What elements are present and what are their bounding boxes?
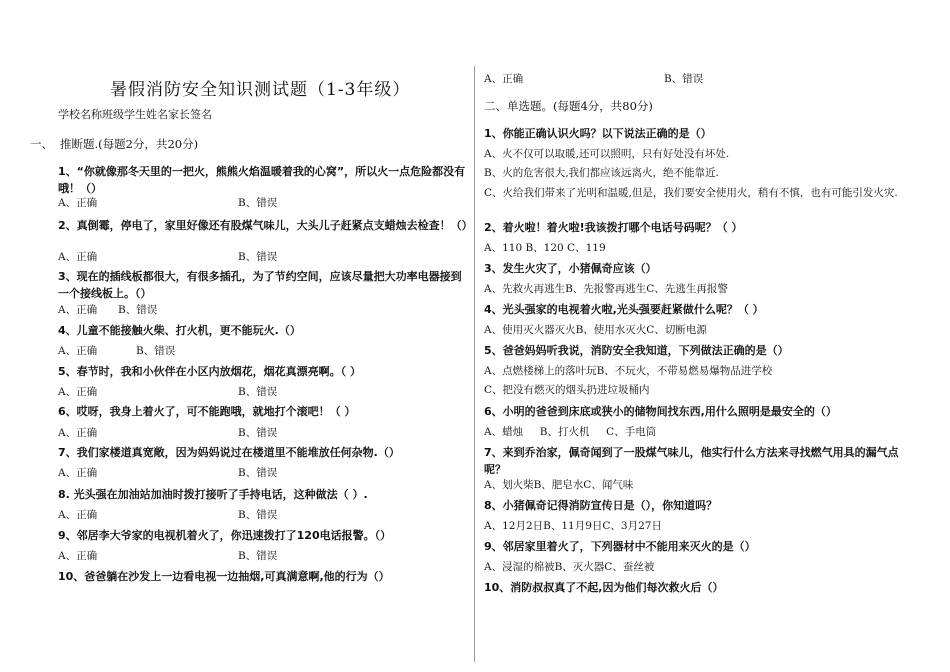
right-q9: 9、邻居家里着火了，下列器材中不能用来灭火的是（） <box>484 540 756 553</box>
left-q9: 9、邻居李大爷家的电视机着火了，你迅速拨打了120电话报警。（） <box>58 529 392 542</box>
right-q7-options: A、划火柴B、肥皂水C、闻气味 <box>484 479 634 491</box>
right-q5: 5、爸爸妈妈听我说，消防安全我知道，下列做法正确的是（） <box>484 344 789 357</box>
right-q6: 6、小明的爸爸到床底或狭小的储物间找东西,用什么照明是最安全的（） <box>484 405 837 418</box>
left-q7-option-a: A、正确 <box>58 467 98 479</box>
page-title: 暑假消防安全知识测试题（1-3年级） <box>110 80 411 100</box>
right-q10: 10、消防叔叔真了不起,因为他们每次救火后（） <box>484 581 724 594</box>
right-q2: 2、着火啦！着火啦!我该拨打哪个电话号码呢？（ ） <box>484 221 743 234</box>
right-top-option-a: A、正确 <box>484 73 524 85</box>
left-q6: 6、哎呀，我身上着火了，可不能跑哦，就地打个滚吧！（ ） <box>58 405 356 418</box>
left-q9-option-a: A、正确 <box>58 550 98 562</box>
left-q4-option-a: A、正确 <box>58 345 98 357</box>
right-q6-options: A、蜡烛 B、打火机 C、手电筒 <box>484 426 657 438</box>
left-q5-option-b: B、错误 <box>238 386 278 398</box>
right-q5-option-c: C、把没有燃灭的烟头扔进垃圾桶内 <box>484 384 650 396</box>
left-q6-option-b: B、错误 <box>238 427 278 439</box>
left-q2: 2、真倒霉，停电了，家里好像还有股煤气味儿，大头儿子赶紧点支蜡烛去检查！（） <box>58 219 473 232</box>
right-q1-option-a: A、火不仅可以取暖,还可以照明，只有好处没有坏处. <box>484 148 730 160</box>
right-q1-option-c: C、火给我们带来了光明和温暖,但是，我们要安全使用火，稍有不慎，也有可能引发火灾. <box>484 187 898 199</box>
right-q1: 1、你能正确认识火吗？以下说法正确的是（） <box>484 127 712 140</box>
right-q8: 8、小猪佩奇记得消防宣传日是（），你知道吗？ <box>484 499 718 512</box>
section-2-heading: 二、单选题。(每题4分，共80分) <box>484 99 653 113</box>
right-q4-options: A、使用灭火器灭火B、使用水灭火C、切断电源 <box>484 324 707 336</box>
info-line: 学校名称班级学生姓名家长签名 <box>58 108 212 121</box>
left-q4-option-b: B、错误 <box>136 345 176 357</box>
left-q7-option-b: B、错误 <box>238 467 278 479</box>
section-1-heading: 推断题.(每题2分，共20分) <box>60 137 199 151</box>
left-q4: 4、儿童不能接触火柴、打火机，更不能玩火.（） <box>58 324 301 337</box>
right-q2-options: A、110 B、120 C、119 <box>484 242 606 254</box>
left-q3-option-b: B、错误 <box>118 304 158 316</box>
right-q7: 7、来到乔治家，佩奇闻到了一股煤气味儿，他实行什么方法来寻找燃气用具的漏气点呢？ <box>484 446 899 476</box>
left-q8: 8. 光头强在加油站加油时拨打接听了手持电话，这种做法（ ）. <box>58 488 368 501</box>
left-q3: 3、现在的插线板都很大，有很多插孔，为了节约空间，应该尽量把大功率电器接到一个接线板上。（） <box>58 270 462 300</box>
right-q5-options-ab: A、点燃楼梯上的落叶玩B、不玩火，不带易燃易爆物品进学校 <box>484 365 773 377</box>
section-1-number: 一、 <box>30 137 53 151</box>
left-q2-option-b: B、错误 <box>238 251 278 263</box>
left-q1-option-a: A、正确 <box>58 197 98 209</box>
column-divider <box>474 66 475 662</box>
right-top-option-b: B、错误 <box>664 73 704 85</box>
left-q2-option-a: A、正确 <box>58 251 98 263</box>
left-q9-option-b: B、错误 <box>238 550 278 562</box>
left-q7: 7、我们家楼道真宽敞，因为妈妈说过在楼道里不能堆放任何杂物.（） <box>58 446 400 459</box>
right-q3: 3、发生火灾了，小猪佩奇应该（） <box>484 262 657 275</box>
left-q3-option-a: A、正确 <box>58 304 98 316</box>
left-q5-option-a: A、正确 <box>58 386 98 398</box>
left-q10: 10、爸爸躺在沙发上一边看电视一边抽烟,可真满意啊,他的行为（） <box>58 570 390 583</box>
right-q1-option-b: B、火的危害很大,我们都应该远离火，绝不能靠近. <box>484 167 719 179</box>
right-q4: 4、光头强家的电视着火啦,光头强要赶紧做什么呢？（ ） <box>484 303 764 316</box>
right-q3-options: A、先救火再逃生B、先报警再逃生C、先逃生再报警 <box>484 283 728 295</box>
right-q9-options: A、浸湿的棉被B、灭火器C、蚕丝被 <box>484 561 655 573</box>
left-q1: 1、“你就像那冬天里的一把火，熊熊火焰温暖着我的心窝”，所以火一点危险都没有哦！（） <box>58 165 466 195</box>
left-q8-option-a: A、正确 <box>58 509 98 521</box>
left-q6-option-a: A、正确 <box>58 427 98 439</box>
left-q8-option-b: B、错误 <box>238 509 278 521</box>
right-q8-options: A、12月2日B、11月9日C、3月27日 <box>484 520 662 532</box>
left-q1-option-b: B、错误 <box>238 197 278 209</box>
left-q5: 5、春节时，我和小伙伴在小区内放烟花，烟花真漂亮啊。（ ） <box>58 365 361 378</box>
